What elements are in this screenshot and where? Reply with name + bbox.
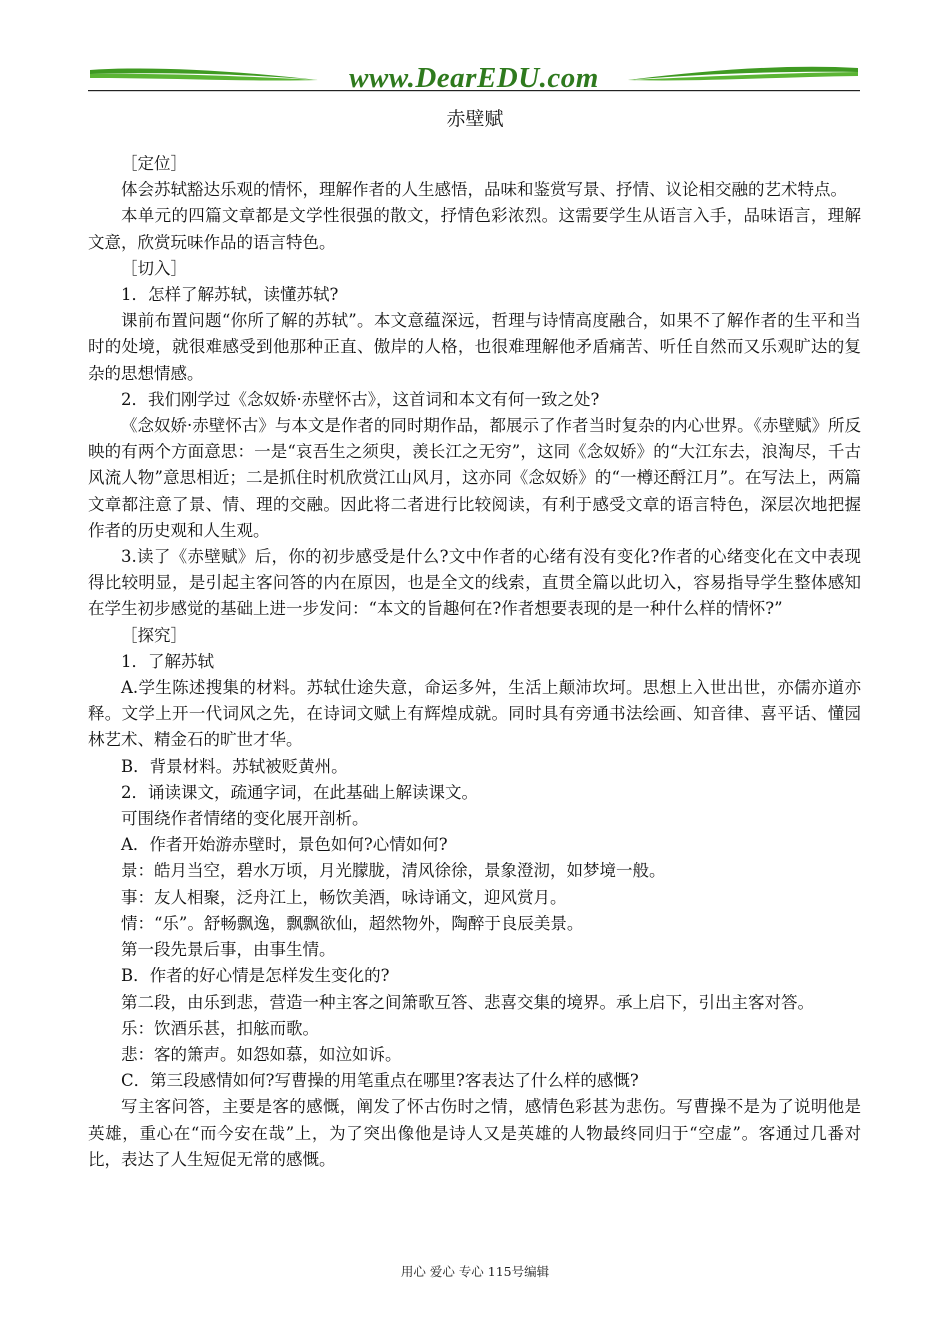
section-heading-dingwei: ［定位］ (121, 154, 187, 173)
paragraph: A．作者开始游赤壁时，景色如何?心情如何? (121, 835, 448, 855)
question-3: 3.读了《赤壁赋》后，你的初步感受是什么?文中作者的心绪有没有变化?作者的心绪变化在文中表现得比较明显，是引起主客问答的内在原因，也是全文的线索，直贯全篇以此切入，容易指导学生整体感知在学生初步感觉的基础上进一步发问：“本文的旨趣何在?作者想要表现的是一种什么样的情怀?” (88, 547, 861, 619)
paragraph: 第一段先景后事，由事生情。 (121, 940, 336, 960)
section-heading-qieru: ［切入］ (121, 258, 187, 278)
page-title: 赤壁赋 (446, 108, 504, 130)
site-logo-text: www.DearEDU.com (349, 62, 599, 94)
paragraph: 乐：饮酒乐甚，扣舷而歌。 (121, 1018, 319, 1038)
paragraph: 情：“乐”。舒畅飘逸，飘飘欲仙，超然物外，陶醉于良辰美景。 (121, 913, 584, 933)
section-heading-tanjiu: ［探究］ (121, 625, 187, 645)
subheading: 1．了解苏轼 (121, 651, 214, 671)
paragraph: 悲：客的箫声。如怨如慕，如泣如诉。 (121, 1044, 402, 1064)
paragraph: 事：友人相聚，泛舟江上，畅饮美酒，咏诗诵文，迎风赏月。 (121, 887, 567, 907)
paragraph: 写主客问答，主要是客的感慨，阐发了怀古伤时之情，感情色彩甚为悲伤。写曹操不是为了说明他是英雄，重心在“而今安在哉”上，为了突出像他是诗人又是英雄的人物最终同归于“空虚”。客通过几番对比，表达了人生短促无常的感慨。 (88, 1097, 861, 1169)
paragraph: C．第三段感情如何?写曹操的用笔重点在哪里?客表达了什么样的感慨? (121, 1071, 639, 1091)
paragraph: B．作者的好心情是怎样发生变化的? (121, 966, 390, 986)
paragraph: 《念奴娇·赤壁怀古》与本文是作者的同时期作品，都展示了作者当时复杂的内心世界。《赤壁赋》所反映的有两个方面意思：一是“哀吾生之须臾，羡长江之无穷”，这同《念奴娇》的“大江东去，浪淘尽，千古风流人物”意思相近；二是抓住时机欣赏江山风月，这亦同《念奴娇》的“一樽还酹江月”。在写法上，两篇文章都注意了景、情、理的交融。因此将二者进行比较阅读，有利于感受文章的语言特色，深层次地把握作者的历史观和人生观。 (88, 416, 861, 540)
paragraph: 本单元的四篇文章都是文学性很强的散文，抒情色彩浓烈。这需要学生从语言入手，品味语言，理解文意，欣赏玩味作品的语言特色。 (88, 206, 861, 252)
paragraph: 课前布置问题“你所了解的苏轼”。本文意蕴深远，哲理与诗情高度融合，如果不了解作者的生平和当时的处境，就很难感受到他那种正直、傲岸的人格，也很难理解他矛盾痛苦、听任自然而又乐观旷达的复杂的思想情感。 (88, 311, 861, 383)
site-header (88, 60, 860, 96)
paragraph: 第二段，由乐到悲，营造一种主客之间箫歌互答、悲喜交集的境界。承上启下，引出主客对答。 (121, 992, 814, 1012)
paragraph: B．背景材料。苏轼被贬黄州。 (121, 756, 348, 776)
question-1: 1．怎样了解苏轼，读懂苏轼? (121, 285, 339, 305)
paragraph: A.学生陈述搜集的材料。苏轼仕途失意，命运多舛，生活上颠沛坎坷。思想上入世出世，亦儒亦道亦释。文学上开一代词风之先，在诗词文赋上有辉煌成就。同时具有旁通书法绘画、知音律、喜平话、懂园林艺术、精金石的旷世才华。 (88, 678, 861, 750)
document-body (88, 151, 861, 1173)
paragraph: 可围绕作者情绪的变化展开剖析。 (121, 809, 369, 829)
paragraph: 体会苏轼豁达乐观的情怀，理解作者的人生感悟，品味和鉴赏写景、抒情、议论相交融的艺术特点。 (121, 180, 847, 200)
subheading: 2．诵读课文，疏通字词，在此基础上解读课文。 (121, 782, 478, 802)
paragraph: 景：皓月当空，碧水万顷，月光朦胧，清风徐徐，景象澄沏，如梦境一般。 (121, 861, 666, 881)
question-2: 2．我们刚学过《念奴娇·赤壁怀古》，这首词和本文有何一致之处? (121, 389, 600, 409)
page-footer: 用心 爱心 专心 115号编辑 (400, 1264, 550, 1279)
